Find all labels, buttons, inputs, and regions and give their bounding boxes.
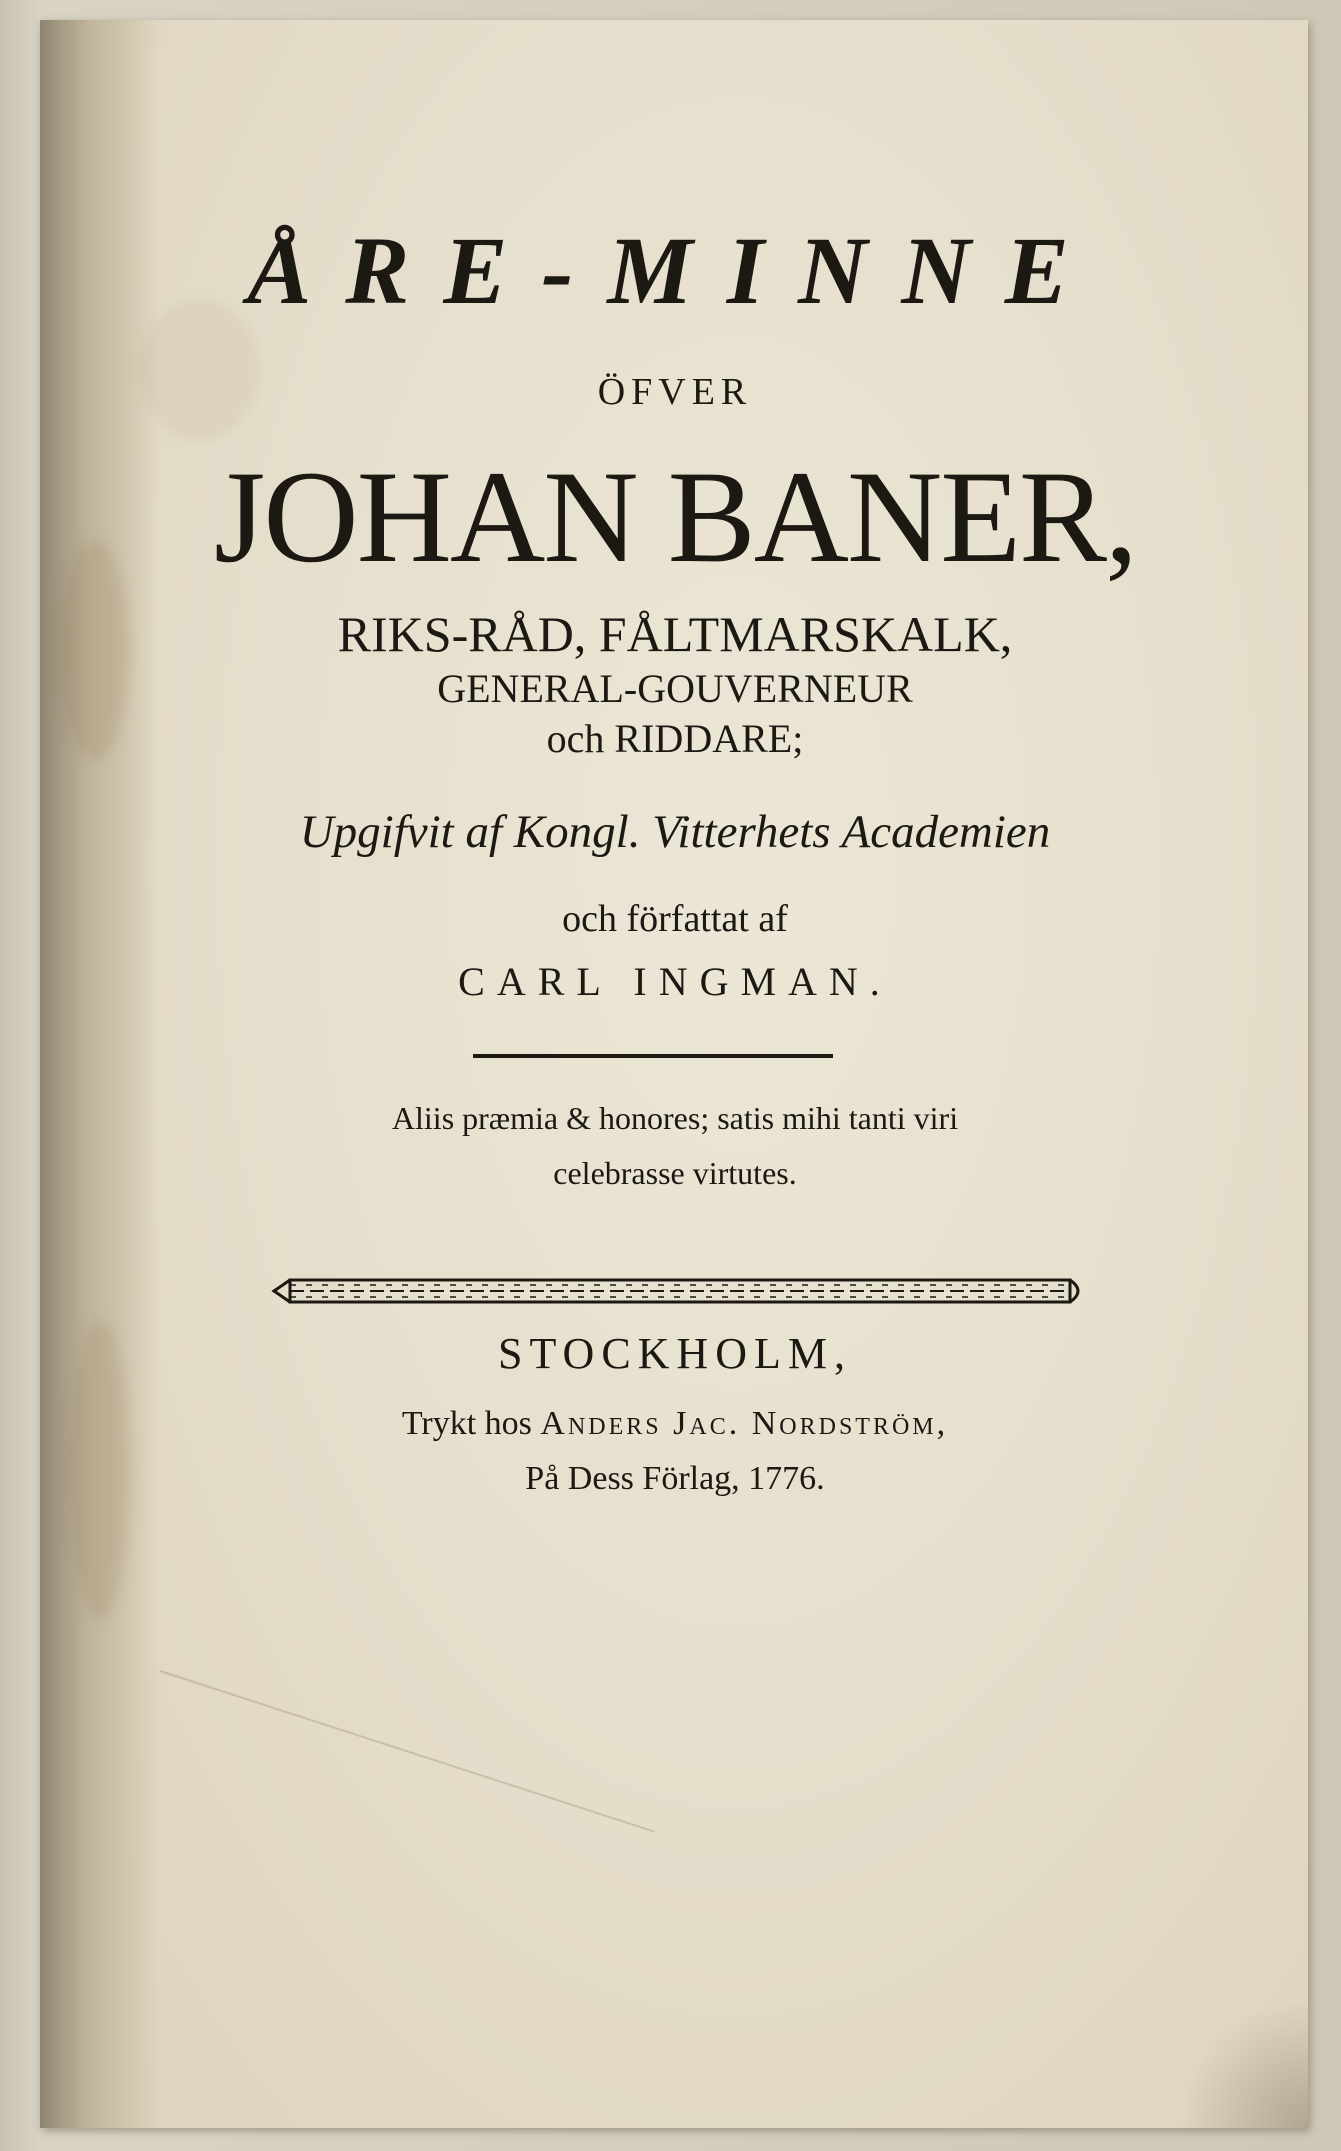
worn-corner: [1188, 1988, 1308, 2128]
divider-rule: [473, 1054, 833, 1058]
subject-titles-line-1: RIKS-RÅD, FÅLTMARSKALK,: [337, 606, 1013, 662]
printer-name: Anders Jac. Nordström,: [540, 1405, 949, 1442]
subject-titles-line-3: och RIDDARE;: [546, 716, 804, 761]
imprint-publisher-year: På Dess Förlag, 1776.: [525, 1460, 825, 1497]
subject-titles-line-2: GENERAL-GOUVERNEUR: [437, 666, 913, 711]
foxing-stain: [70, 1320, 130, 1620]
title-preposition: ÖFVER: [597, 371, 753, 413]
subject-name: JOHAN BANER,: [213, 443, 1137, 590]
ornamental-border-rule: [270, 1274, 1090, 1308]
imprint-city: STOCKHOLM,: [497, 1329, 852, 1378]
title-page-text: [200, 20, 1150, 2128]
foxing-stain: [60, 540, 130, 760]
imprint-printer: [200, 1405, 1150, 1443]
issued-by-line: Upgifvit af Kongl. Vitterhets Academien: [299, 806, 1051, 858]
author-name: CARL INGMAN.: [458, 959, 892, 1004]
motto-line-2: celebrasse virtutes.: [553, 1155, 797, 1191]
main-title: ÅRE-MINNE: [247, 217, 1103, 324]
printer-prefix: Trykt hos: [401, 1405, 541, 1442]
written-by-line: och författat af: [562, 898, 788, 940]
title-page: [40, 20, 1308, 2128]
book-spine-edge: [40, 20, 160, 2128]
motto-line-1: Aliis præmia & honores; satis mihi tanti viri: [391, 1100, 959, 1136]
